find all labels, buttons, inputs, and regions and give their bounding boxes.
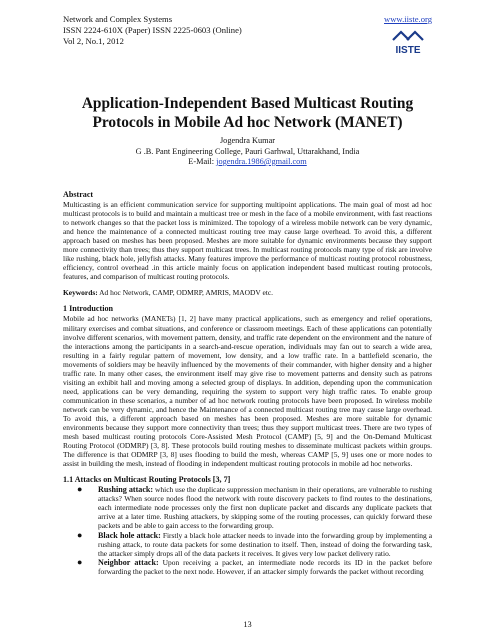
attacks-list bbox=[63, 485, 432, 575]
bullet-icon: ● bbox=[77, 529, 83, 540]
attacks-heading: 1.1 Attacks on Multicast Routing Protocols [3, 7] bbox=[63, 475, 231, 485]
keywords-line bbox=[63, 288, 432, 297]
iiste-logo bbox=[387, 28, 429, 56]
bullet-icon: ● bbox=[77, 556, 83, 567]
author-email-link[interactable]: jogendra.1986@gmail.com bbox=[216, 157, 307, 166]
journal-header bbox=[63, 14, 242, 47]
author-email-line bbox=[63, 157, 432, 168]
author-name: Jogendra Kumar bbox=[219, 136, 276, 145]
attack-name: Black hole attack: bbox=[98, 530, 161, 540]
journal-issn: ISSN 2224-610X (Paper) ISSN 2225-0603 (Online) bbox=[63, 25, 242, 35]
attack-name: Rushing attack: bbox=[98, 485, 154, 495]
intro-text: Mobile ad hoc networks (MANETs) [1, 2] have many practical applications, such as emergency and relief operations, military exercises and combat situations, and conference or classroom meetings. Each of these applications can potentially involve different scenarios, with movement pattern, density, and traffic rate dependent on the environment and the nature of the interactions among the participants in a search-and-rescue operation, individuals may fan out to search a wide area, resulting in a fairly regular pattern of movement, low density, and a low traffic rate. In a battlefield scenario, the movements of soldiers may be heavily influenced by the movements of their commander, with higher density and a higher traffic rate. In many other cases, the environment itself may give rise to movement patterns and density such as patrons visiting an exhibit hall and moving among a selected group of displays. In addition, depending upon the communication need, applications can be very demanding, requiring the system to support very high traffic rates. To enable group communication in these scenarios, a number of ad hoc network routing protocols have been proposed. In wireless mobile network can be very dynamic, and hence the Maintenance of a connected multicast routing tree may cause large overhead. To avoid this, a different approach based on meshes has been proposed. Meshes are more suitable for dynamic environments because they support more connectivity than trees; thus they support multicast trees. There are two types of mesh based multicast routing protocols Core-Assisted Mesh Protocol (CAMP) [5, 9] and the On-Demand Multicast Routing Protocol (ODMRP) [3, 8]. These protocols build routing meshes to disseminate multicast packets within groups. The difference is that ODMRP [3, 8] uses flooding to build the mesh, whereas CAMP [5, 9] uses one or more nodes to assist in building the mesh, instead of flooding in independent multicast routing protocols in mobile ad hoc networks. bbox=[63, 314, 432, 469]
attack-text: Upon receiving a packet, an intermediate node records its ID in the packet before forwarding the packet to the next node. However, if an attacker simply forwards the packet without recording bbox=[98, 557, 433, 576]
logo-text: IISTE bbox=[395, 45, 421, 56]
page-number: 13 bbox=[243, 620, 252, 629]
list-item bbox=[63, 485, 432, 530]
attack-text: which use the duplicate suppression mechanism in their operations, are vulnerable to rushing attacks? When source nodes flood the network with route discovery packets to find routes to the destinations, each intermediate node processes only the first non duplicate packet and discards any duplicate packets that arrive at a later time. Rushing attackers, by skipping some of the routing processes, can quickly forward these packets and be able to gain access to the forwarding group. bbox=[98, 485, 433, 531]
list-item bbox=[63, 558, 432, 576]
email-label: E-Mail: bbox=[188, 157, 217, 166]
abstract-text: Multicasting is an efficient communication service for supporting multipoint applications. The main goal of most ad hoc multicast protocols is to build and maintain a multicast tree or mesh in the face of a mobile environment, with fast reactions to network changes so that the packet loss is minimized. The topology of a wireless mobile network can be very dynamic, and hence the maintenance of a connected multicast routing tree may cause large overhead. To avoid this, a different approach based on meshes has been proposed. Meshes are more suitable for dynamic environments because they support more connectivity than trees; thus they support multicast trees. In multicast routing protocols many type of risk are involve like rushing, black hole, jellyfish attacks. Many features improve the performance of multicast routing protocol robustness, efficiency, control overhead .in this article mainly focus on application independent based multicast routing protocols, features, and comparison of multicast routing protocols. bbox=[63, 200, 432, 282]
author-affiliation: G .B. Pant Engineering College, Pauri Garhwal, Uttarakhand, India bbox=[135, 146, 360, 156]
author-block bbox=[63, 136, 432, 168]
keywords-label: Keywords: bbox=[63, 288, 98, 298]
bullet-icon: ● bbox=[77, 484, 83, 495]
journal-name: Network and Complex Systems bbox=[63, 14, 173, 24]
journal-volume: Vol 2, No.1, 2012 bbox=[63, 36, 124, 46]
journal-url-link[interactable]: www.iiste.org bbox=[384, 14, 432, 24]
intro-heading: 1 Introduction bbox=[63, 304, 113, 314]
paper-title: Application-Independent Based Multicast Routing Protocols in Mobile Ad hoc Network (MANET) bbox=[81, 95, 414, 131]
attack-text: Firstly a black hole attacker needs to invade into the forwarding group by implementing a rushing attack, to route data packets for some destination to itself. Then, instead of doing the forwarding task, the attacker simply drops all of the data packets it receives. It gives very low packet delivery ratio. bbox=[98, 530, 432, 558]
abstract-heading: Abstract bbox=[63, 190, 94, 199]
attack-name: Neighbor attack: bbox=[98, 557, 159, 567]
keywords-text: Ad hoc Network, CAMP, ODMRP, AMRIS, MAODV etc. bbox=[97, 288, 273, 298]
paper-body bbox=[63, 190, 432, 576]
list-item bbox=[63, 531, 432, 558]
